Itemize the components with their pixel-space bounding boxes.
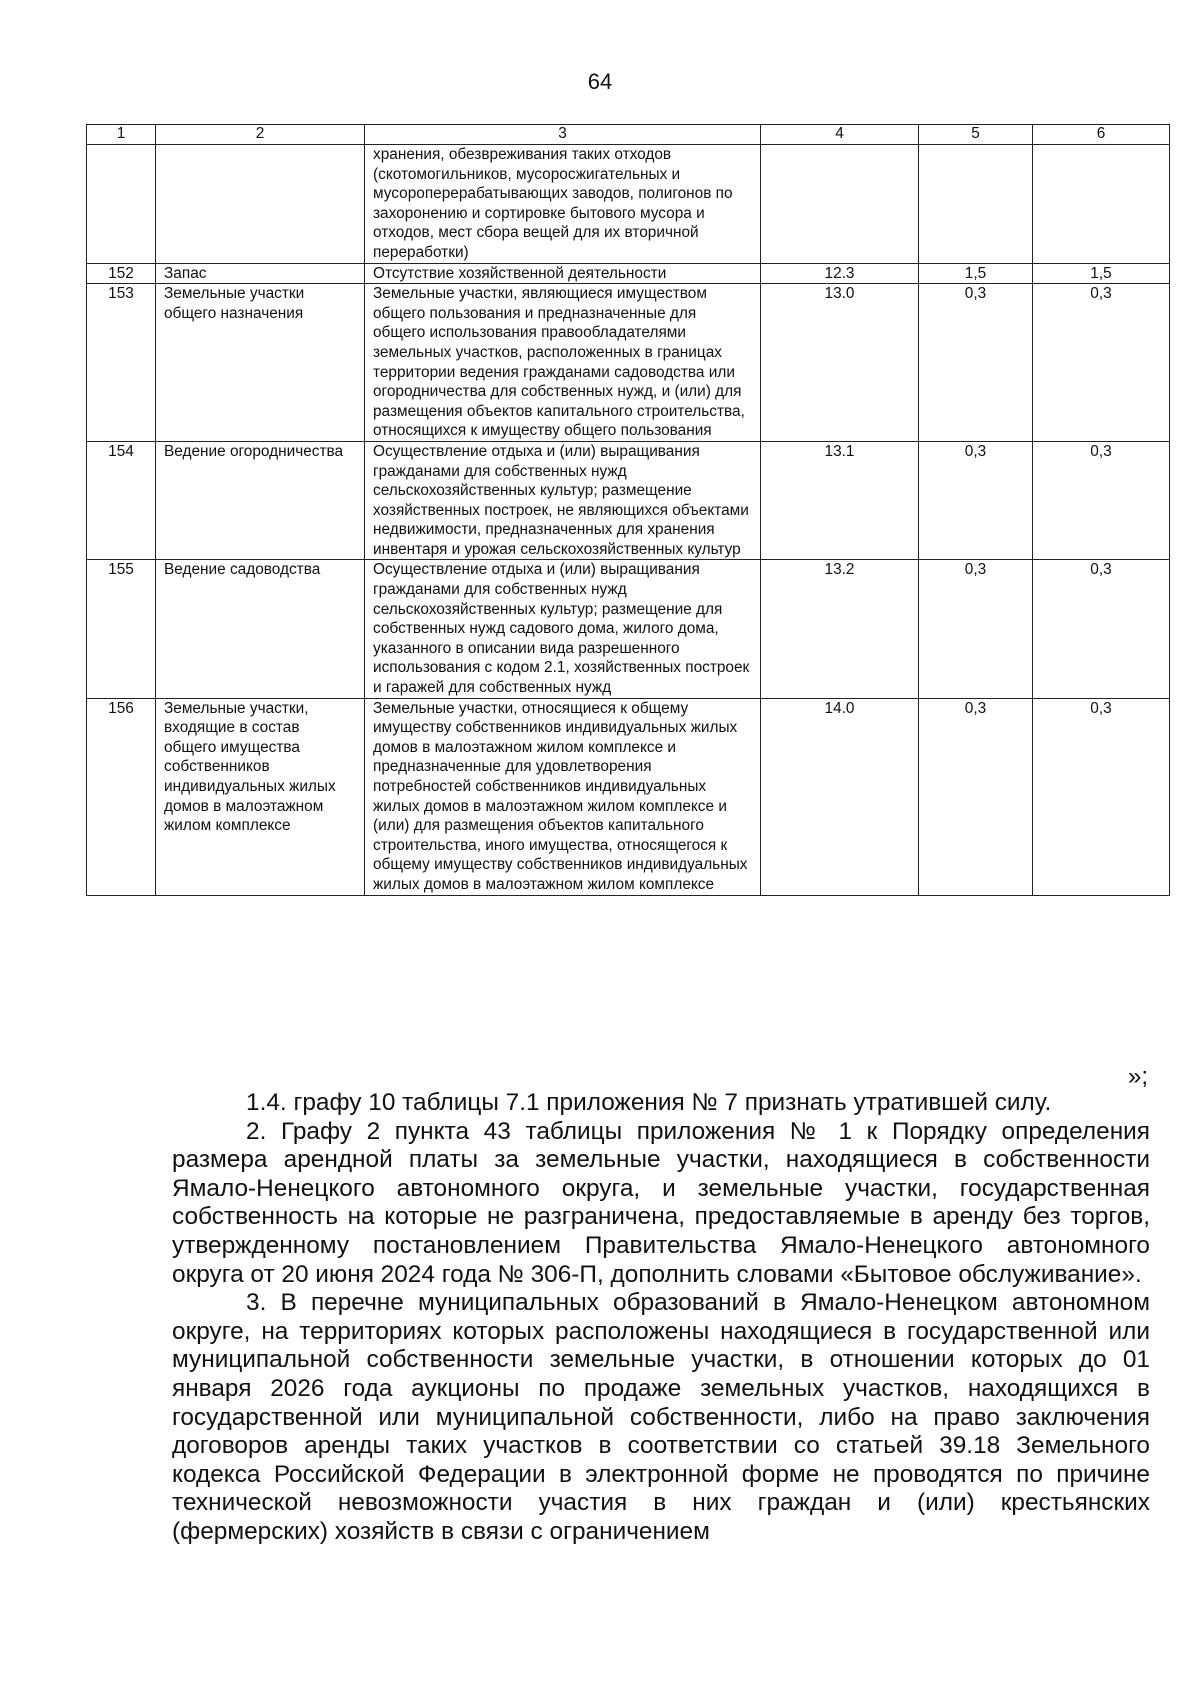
header-col-5: 5 [919,125,1033,145]
row-description: хранения, обезвреживания таких отходов (скотомогильников, мусоросжигательных и мусороперерабатывающих заводов, полигонов по захоронению и сортировке бытового мусора и отходов, мест сбора вещей для их вторичной переработки) [365,145,761,264]
row-value-6: 0,3 [1033,560,1170,698]
row-number: 156 [87,698,156,895]
header-col-2: 2 [156,125,365,145]
header-col-3: 3 [365,125,761,145]
row-value-5: 0,3 [919,560,1033,698]
table-row [87,698,1170,895]
row-value-6: 1,5 [1033,263,1170,284]
row-name: Запас [156,263,365,284]
row-number: 155 [87,560,156,698]
row-number: 154 [87,441,156,560]
row-code: 13.1 [761,441,919,560]
header-col-1: 1 [87,125,156,145]
row-description: Земельные участки, относящиеся к общему имуществу собственников индивидуальных жилых домов в малоэтажном жилом комплексе и предназначенные для удовлетворения потребностей собственников индивидуальных жилых домов в малоэтажном жилом комплексе и (или) для размещения объектов капитального строительства, иного имущества, относящегося к общему имуществу собственников индивидуальных жилых домов в малоэтажном жилом комплексе [365,698,761,895]
row-name: Ведение садоводства [156,560,365,698]
row-value-5 [919,145,1033,264]
row-value-5: 0,3 [919,698,1033,895]
paragraph-3: 3. В перечне муниципальных образований в Ямало-Ненецком автономном округе, на территориях которых расположены находящиеся в государственной или муниципальной собственности земельные участки, в отношении которых до 01 января 2026 года аукционы по продаже земельных участков, находящихся в государственной или муниципальной собственности, либо на право заключения договоров аренды таких участков в соответствии со статьей 39.18 Земельного кодекса Российской Федерации в электронной форме не проводятся по причине технической невозможности участия в них граждан и (или) крестьянских (фермерских) хозяйств в связи с ограничением [172,1289,1150,1545]
row-description: Осуществление отдыха и (или) выращивания гражданами для собственных нужд сельскохозяйственных культур; размещение хозяйственных построек, не являющихся объектами недвижимости, предназначенных для хранения инвентаря и урожая сельскохозяйственных культур [365,441,761,560]
table-row [87,284,1170,442]
paragraph-2: 2. Графу 2 пункта 43 таблицы приложения № 1 к Порядку определения размера арендной платы за земельные участки, находящиеся в собственности Ямало-Ненецкого автономного округа, и земельные участки, государственная собственность на которые не разграничена, предоставляемые в аренду без торгов, утвержденному постановлением Правительства Ямало-Ненецкого автономного округа от 20 июня 2024 года № 306-П, дополнить словами «Бытовое обслуживание». [172,1117,1150,1288]
row-code: 13.2 [761,560,919,698]
paragraph-1-4: 1.4. графу 10 таблицы 7.1 приложения № 7 признать утратившей силу. [246,1089,1052,1116]
row-code: 14.0 [761,698,919,895]
row-value-5: 0,3 [919,441,1033,560]
row-name: Земельные участки, входящие в состав общего имущества собственников индивидуальных жилых домов в малоэтажном жилом комплексе [156,698,365,895]
header-col-4: 4 [761,125,919,145]
row-value-5: 1,5 [919,263,1033,284]
row-name [156,145,365,264]
closing-quote: »; [1127,1063,1148,1090]
row-description: Земельные участки, являющиеся имуществом общего пользования и предназначенные для общего использования правообладателями земельных участков, расположенных в границах территории ведения гражданами садоводства или огородничества для собственных нужд, и (или) для размещения объектов капитального строительства, относящихся к имуществу общего пользования [365,284,761,442]
table-row [87,263,1170,284]
row-value-6 [1033,145,1170,264]
row-code [761,145,919,264]
body-text [172,1089,1150,1547]
table-row [87,145,1170,264]
row-value-6: 0,3 [1033,441,1170,560]
row-name: Ведение огородничества [156,441,365,560]
row-value-6: 0,3 [1033,284,1170,442]
row-code: 12.3 [761,263,919,284]
table-row [87,441,1170,560]
row-value-6: 0,3 [1033,698,1170,895]
page-number: 64 [587,69,613,94]
row-number: 152 [87,263,156,284]
row-description: Осуществление отдыха и (или) выращивания гражданами для собственных нужд сельскохозяйственных культур; размещение для собственных нужд садового дома, жилого дома, указанного в описании вида разрешенного использования с кодом 2.1, хозяйственных построек и гаражей для собственных нужд [365,560,761,698]
header-col-6: 6 [1033,125,1170,145]
row-number: 153 [87,284,156,442]
row-code: 13.0 [761,284,919,442]
table-row [87,560,1170,698]
row-name: Земельные участки общего назначения [156,284,365,442]
row-value-5: 0,3 [919,284,1033,442]
row-number [87,145,156,264]
land-use-table [86,124,1170,896]
table-header-row [87,125,1170,145]
row-description: Отсутствие хозяйственной деятельности [365,263,761,284]
